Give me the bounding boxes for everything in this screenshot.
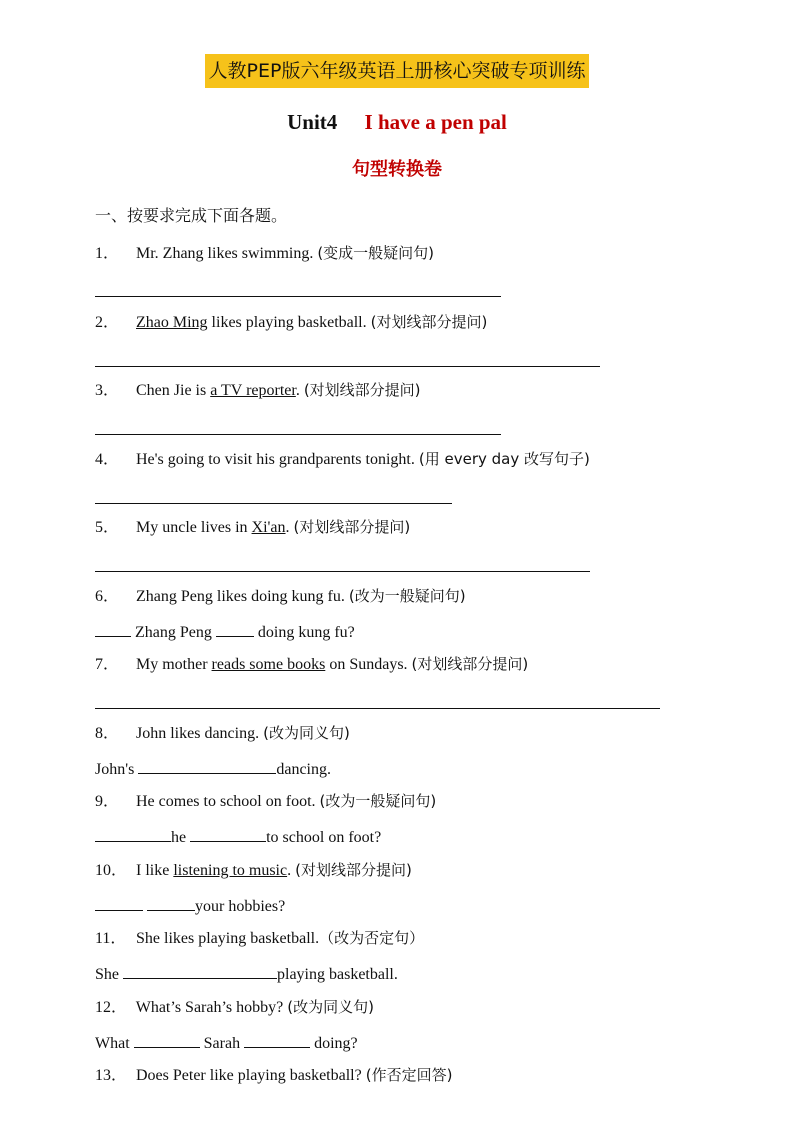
question-text-end: . [287, 862, 292, 879]
fill-word: Sarah [203, 1035, 241, 1052]
question-text: He comes to school on foot. [136, 793, 316, 810]
answer-line-5[interactable] [95, 571, 590, 572]
question-number: 2． [95, 314, 120, 331]
fill-word: playing basketball. [277, 966, 398, 983]
question-text-end: on Sundays. [325, 656, 408, 673]
question-7 [95, 653, 528, 676]
question-8 [95, 722, 350, 745]
fill-word: doing? [314, 1035, 358, 1052]
question-number: 9． [95, 793, 120, 810]
question-instruction: (对划线部分提问) [295, 861, 412, 879]
question-text: Chen Jie is [136, 382, 211, 399]
answer-line-1[interactable] [95, 296, 501, 297]
fill-word: What [95, 1035, 130, 1052]
question-instruction: (改为同义句) [287, 998, 374, 1016]
question-text: He's going to visit his grandparents tonight. [136, 451, 415, 468]
question-number: 5． [95, 519, 120, 536]
question-number: 8． [95, 725, 120, 742]
question-instruction: (用 every day 改写句子) [418, 450, 590, 468]
question-text-end: . [295, 382, 300, 399]
underlined-text: Xi'an [251, 519, 286, 536]
question-2 [95, 311, 487, 334]
answer-line-7[interactable] [95, 708, 660, 709]
question-text: Mr. Zhang likes swimming. [136, 245, 314, 262]
question-text: My mother [136, 656, 212, 673]
underlined-text: listening to music [173, 862, 288, 879]
question-number: 3． [95, 382, 120, 399]
header-banner-wrap [0, 54, 794, 88]
question-13 [95, 1064, 452, 1087]
question-text: likes playing basketball. [207, 314, 367, 331]
question-number: 4． [95, 451, 120, 468]
header-banner: 人教PEP版六年级英语上册核心突破专项训练 [205, 54, 590, 88]
question-number: 12． [95, 999, 128, 1016]
question-text: What’s Sarah’s hobby? [135, 999, 284, 1016]
question-instruction: (变成一般疑问句) [317, 244, 435, 262]
fill-in-9 [95, 825, 381, 849]
question-instruction: (对划线部分提问) [303, 381, 421, 399]
fill-word: doing kung fu? [257, 624, 355, 641]
question-12 [95, 996, 374, 1019]
question-number: 1． [95, 245, 120, 262]
question-text: She likes playing basketball. [136, 930, 320, 947]
blank-input[interactable] [95, 825, 171, 842]
blank-input[interactable] [190, 825, 266, 842]
question-instruction: (对划线部分提问) [293, 518, 411, 536]
fill-in-12 [95, 1031, 358, 1055]
question-10 [95, 859, 412, 882]
unit-title [0, 108, 794, 136]
question-instruction: (作否定回答) [365, 1066, 453, 1084]
question-instruction: (改为同义句) [263, 724, 350, 742]
fill-word: Zhang Peng [135, 624, 212, 641]
fill-in-10 [95, 894, 285, 918]
fill-word: She [95, 966, 119, 983]
blank-input[interactable] [123, 962, 277, 979]
question-text: John likes dancing. [136, 725, 260, 742]
underlined-text: Zhao Ming [136, 314, 208, 331]
question-text: My uncle lives in [136, 519, 252, 536]
worksheet-subtitle: 句型转换卷 [352, 159, 442, 180]
fill-word: your hobbies? [195, 898, 286, 915]
fill-in-8 [95, 757, 331, 781]
blank-input[interactable] [244, 1031, 310, 1048]
question-text-end: . [285, 519, 290, 536]
question-instruction: （改为否定句） [319, 929, 425, 947]
question-6 [95, 585, 466, 608]
blank-input[interactable] [138, 757, 276, 774]
fill-word: to school on foot? [266, 829, 382, 846]
fill-word: dancing. [276, 761, 331, 778]
question-number: 7． [95, 656, 120, 673]
question-5 [95, 516, 410, 539]
question-text: Zhang Peng likes doing kung fu. [136, 588, 345, 605]
question-number: 11． [95, 930, 127, 947]
answer-line-3[interactable] [95, 434, 501, 435]
question-number: 13． [95, 1067, 128, 1084]
question-4 [95, 448, 590, 471]
question-11 [95, 927, 424, 950]
blank-input[interactable] [134, 1031, 200, 1048]
unit-number: Unit4 [287, 110, 338, 134]
question-text: I like [136, 862, 174, 879]
question-number: 6． [95, 588, 120, 605]
underlined-text: reads some books [211, 656, 326, 673]
blank-input[interactable] [216, 620, 254, 637]
fill-word: he [171, 829, 187, 846]
question-3 [95, 379, 421, 402]
answer-line-4[interactable] [95, 503, 452, 504]
question-instruction: (对划线部分提问) [370, 313, 488, 331]
blank-input[interactable] [147, 894, 195, 911]
question-instruction: (改为一般疑问句) [348, 587, 466, 605]
fill-word: John's [95, 761, 135, 778]
blank-input[interactable] [95, 620, 131, 637]
unit-name: I have a pen pal [364, 110, 507, 134]
question-9 [95, 790, 436, 813]
question-instruction: (改为一般疑问句) [319, 792, 437, 810]
question-instruction: (对划线部分提问) [411, 655, 529, 673]
underlined-text: a TV reporter [210, 382, 296, 399]
blank-input[interactable] [95, 894, 143, 911]
question-1 [95, 242, 434, 265]
answer-line-2[interactable] [95, 366, 600, 367]
fill-in-6 [95, 620, 355, 644]
section-title: 一、按要求完成下面各题。 [95, 206, 288, 225]
fill-in-11 [95, 962, 398, 986]
question-text: Does Peter like playing basketball? [136, 1067, 362, 1084]
question-number: 10． [95, 862, 128, 879]
